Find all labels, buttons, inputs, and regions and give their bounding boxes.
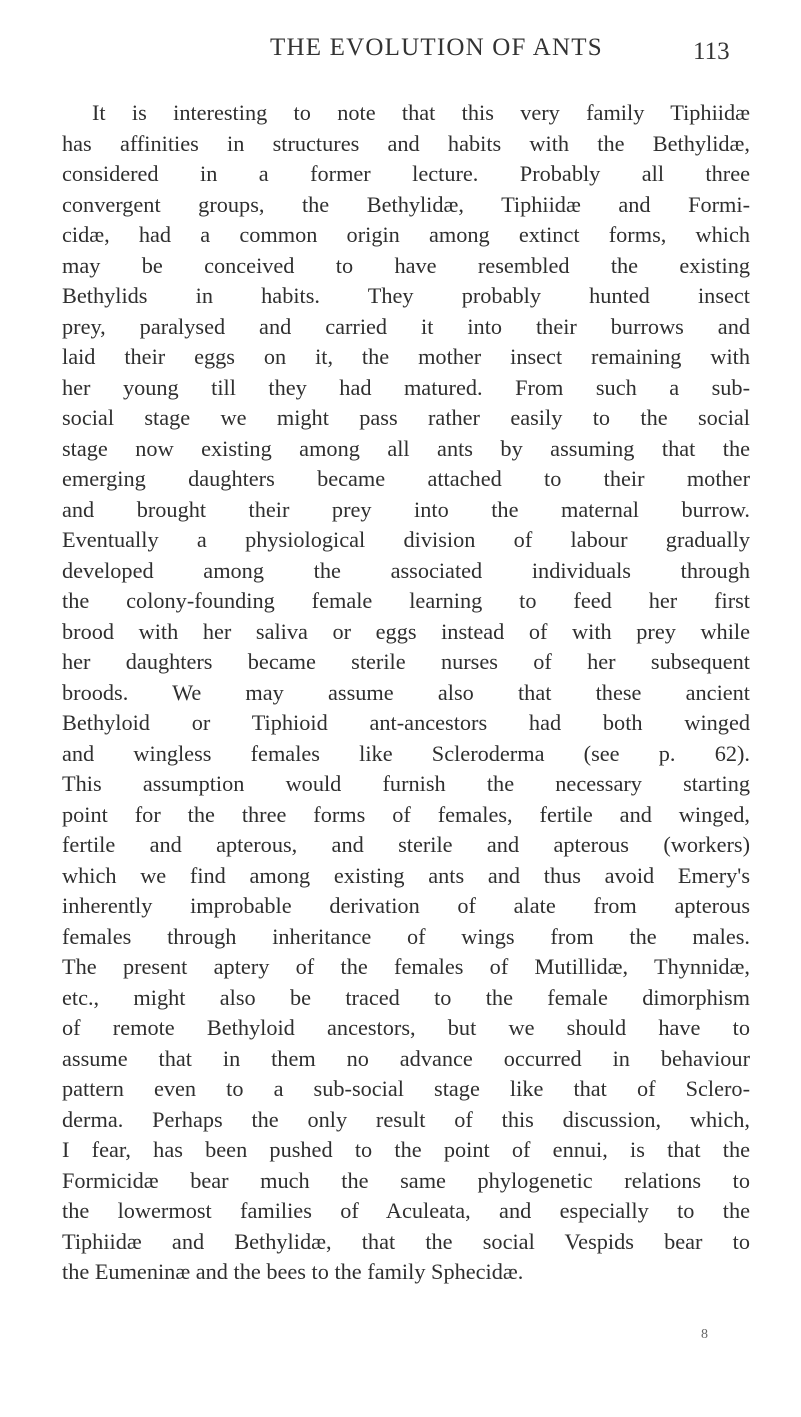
text-line: has affinities in structures and habits with the Bethylidæ, <box>62 130 750 156</box>
text-line: emerging daughters became attached to their mother <box>62 466 750 491</box>
text-line: inherently improbable derivation of alate from apterous <box>62 893 750 918</box>
text-line: may be conceived to have resembled the existing <box>62 252 750 278</box>
text-line: brood with her saliva or eggs instead of with prey while <box>62 618 750 644</box>
text-line: convergent groups, the Bethylidæ, Tiphiidæ and Formi- <box>62 191 750 217</box>
text-line: her young till they had matured. From such a sub- <box>62 374 750 400</box>
text-line: Bethyloid or Tiphioid ant-ancestors had both winged <box>62 710 750 735</box>
text-line: Formicidæ bear much the same phylogenetic relations to <box>62 1167 750 1193</box>
text-line: and wingless females like Scleroderma (see p. 62). <box>62 740 750 766</box>
signature-mark: 8 <box>701 1327 708 1342</box>
running-head <box>0 34 801 68</box>
text-line: stage now existing among all ants by assuming that the <box>62 435 750 461</box>
text-line: cidæ, had a common origin among extinct forms, which <box>62 222 750 247</box>
text-line: The present aptery of the females of Mutillidæ, Thynnidæ, <box>62 954 750 979</box>
text-line: the Eumeninæ and the bees to the family Sphecidæ. <box>62 1259 524 1284</box>
text-line: Tiphiidæ and Bethylidæ, that the social Vespids bear to <box>62 1228 750 1254</box>
text-line: broods. We may assume also that these ancient <box>62 679 750 705</box>
text-line: etc., might also be traced to the female dimorphism <box>62 984 750 1010</box>
text-line: point for the three forms of females, fertile and winged, <box>62 801 750 827</box>
text-line: assume that in them no advance occurred in behaviour <box>62 1045 750 1071</box>
text-line: Bethylids in habits. They probably hunted insect <box>62 283 750 308</box>
text-line: and brought their prey into the maternal burrow. <box>62 496 750 522</box>
text-line: considered in a former lecture. Probably all three <box>62 161 750 186</box>
text-line: pattern even to a sub-social stage like that of Sclero- <box>62 1076 750 1101</box>
text-line: females through inheritance of wings from the males. <box>62 923 750 949</box>
text-line: I fear, has been pushed to the point of ennui, is that the <box>62 1137 750 1162</box>
text-line: Eventually a physiological division of labour gradually <box>62 527 750 552</box>
text-line: derma. Perhaps the only result of this discussion, which, <box>62 1106 750 1132</box>
text-line: the colony-founding female learning to feed her first <box>62 588 750 613</box>
body-paragraph <box>62 98 750 1288</box>
text-line: the lowermost families of Aculeata, and especially to the <box>62 1198 750 1223</box>
text-line: of remote Bethyloid ancestors, but we should have to <box>62 1015 750 1040</box>
text-line: her daughters became sterile nurses of her subsequent <box>62 649 750 674</box>
text-line: which we find among existing ants and thus avoid Emery's <box>62 862 750 888</box>
text-line: It is interesting to note that this very family Tiphiidæ <box>92 100 750 125</box>
text-line: developed among the associated individuals through <box>62 557 750 583</box>
page-number: 113 <box>693 38 730 65</box>
text-line: laid their eggs on it, the mother insect remaining with <box>62 344 750 369</box>
text-line: This assumption would furnish the necessary starting <box>62 771 750 796</box>
text-line: fertile and apterous, and sterile and apterous (workers) <box>62 832 750 857</box>
text-line: prey, paralysed and carried it into their burrows and <box>62 313 750 339</box>
text-line: social stage we might pass rather easily to the social <box>62 405 750 430</box>
running-title: THE EVOLUTION OF ANTS <box>270 34 603 61</box>
